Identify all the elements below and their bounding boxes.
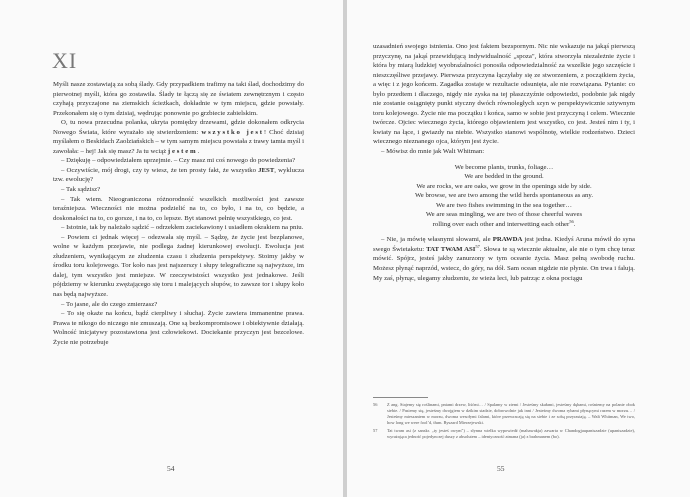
footnote-number: 56 [373,402,378,407]
page-number: 54 [167,464,175,473]
paragraph: – Tak wiem. Nieograniczona różnorodność wszelkich możliwości jest zawsze teraźniejsza. Wieczności nie można podzielić na to, co było, i na to, co będzie, a doskonałości na to, co gorsze, i na to, co lepsze. Byt stanowi pełnię wszystkiego, co jest. [53,195,304,222]
paragraph: O, tu nowa przecudna polanka, ukryta pomiędzy drzewami, gdzie dokonałem odkrycia Nowego Świata, które wyrażało się stwierdzeniem: wszystko jest! Choć dzisiaj myślałem o Beskidach Zaolziańskich – w tym samym miejscu powstała z trawy tamta myśl i zawołała: – hej! Jak się masz? Ja tu wciąż jestem. [53,119,304,155]
chapter-numeral: XI [52,48,78,73]
right-page-body [373,42,635,283]
left-page-body [53,80,304,347]
emphasis: PRAWDA [492,236,523,244]
paragraph: – To się okaże na końcu, bądź cierpliwy i słuchaj. Życie zawiera immanentne prawa. Prawa te nikogo do niczego nie zmuszają. One są bezkompromisowe i obiektywnie działają. Wolność inicjatywy pozostawiona jest człowiekowi. Dociekanie przyczyn jest bezcelowe. Życie nie potrzebuje [53,310,304,346]
poem-line: We browse, we are two among the wild herds spontaneous as any. [414,192,594,200]
footnote-number: 57 [373,428,378,434]
footnote: 56 Z ang. Stajemy się roślinami, pniami drzew, liśćmi… / Spalamy w ziemi / Jesteśmy skałami, jesteśmy dębami, rośniemy na polanie obok siebie. / Pasiemy się, jesteśmy dwojgiem w dzikim stadzie, dobrowolnie jak inni / Jesteśmy dwoma rybami płynącymi razem w morzu… / Jesteśmy mieszaniem w morzu, dwoma wesołymi falami, które przewracają się na siebie i ze sobą przyrastają. – Walt Whitman, We two, how long we were fool’d, tłum. Ryszard Mierzejewski. [373,402,635,426]
paragraph: – To jasne, ale do czego zmierzasz? [61,300,158,308]
paragraph: – Mówisz do mnie jak Walt Whitman: [381,148,485,156]
emphasis: JEST [258,166,275,174]
footnote-ref: 56 [569,218,574,224]
right-page [347,0,690,497]
page-number: 55 [497,464,505,473]
poem-line: rolling over each other and interwetting each other$^{56}$. [432,218,576,228]
footnote-divider [373,397,428,398]
footnote-ref: 57 [475,243,480,249]
paragraph: – Powiem ci jednak więcej – odezwała się myśl. – Sądzę, że życie jest bezplanowe, wolne w każdym przejawie, nie podlega żadnej kierunkowej ewolucji. Ewolucja jest złudzeniem, wynikającym ze złudzenia czasu i złudzenia perspektywy. Stoimy jakby w środku toru kolejowego. Tor koło nas jest najszerszy i słupy telegraficzne są najwyższe, im dalej, tym wszystko jest mniejsze. W rzeczywistości wszystko jest jednakowe. Jeśli pójdziemy w kierunku zwężającego się toru i malejących słupów, to zawsze tor i słupy koło nas będą najwyższe. [53,233,304,299]
paragraph: – Oczywiście, mój drogi, czy ty wiesz, że ten prosty fakt, że wszystko JEST, wyklucza tzw. ewolucję? [53,166,304,184]
paragraph: – Tak sądzisz? [61,186,101,194]
footnote: 57 Tat twam asi (z sanskr. „ty jesteś owym") – słynna wielka wypowiedź (mahawakja) zawarta w Chandogjaupaniszadzie (upaniszadzie), wyrażająca jedność pojedynczej duszy z absolutem – identyczność atmana (ja) z brahmanem (bo). [373,428,635,440]
paragraph: uzasadnień swojego istnienia. Ono jest faktem bezspornym. Nic nie wskazuje na jakąś pierwszą przyczynę, na jakąś przewidującą indywidualność „spoza", która stworzyła niezależnie życie i która by miarą ludzkiej wyobraźalności ponosiła odpowiedzialność za wszelkie jego szczęście i nieszczęśliwe przejawy. Pierwsza przyczyna łączyłaby się ze stworzeniem, z początkiem życia, a więc i z jego końcem. Zagadka zostaje w rezultacie odsunięta, ale nie rozwiązana. Pytanie: co było przedtem i dlaczego, nigdy nie zyska na tej płaszczyźnie odpowiedzi, podobnie jak nigdy nie zostanie osiągnięty punkt styczny dwóch równoległych szyn w perspektywicznie sztywnym toru kolejowego. Życie nie ma początku i końca, samo w sobie jest przyczyną i celem. Wiecznie twórcze. Ojciec wiecznego życia, którego objawieniem jest wszystko, co jest. Jesteś nim i ty, i kwiaty na łące, i gwiazdy na niebie. Wszystko stanowi wspólnotę, wielkie rodzeństwo. Dzieci wiecznego nieznanego ojca, którym jest życie. [373,43,635,146]
poem-line: We become plants, trunks, foliage… [454,163,554,171]
left-page [0,0,343,497]
paragraph: – Dziękuję – odpowiedziałem uprzejmie. – Czy masz mi coś nowego do powiedzenia? [61,157,296,165]
emphasis: wszystko jest [201,128,264,136]
footnotes [373,402,635,443]
poem-line: We are bedded in the ground. [464,173,544,181]
emphasis: jestem [167,147,198,155]
poem-line: We are seas mingling, we are two of those cheerful waves [425,211,583,219]
paragraph: Myśli nasze zostawiają za sobą ślady. Gdy przypadkiem trafimy na taki ślad, dochodzimy do pierwotnej myśli, która go zostawiła. Ślady te łączą się ze światem zewnętrznym i często czyhają przyczajone na ziemskich ścieżkach, dokładnie w tym miejscu, gdzie powstały. Przekonałem się o tym dzisiaj, wędrując ponownie po grzbiecie zabielskim. [53,81,304,117]
poem-line: We are two fishes swimming in the sea together… [436,201,572,209]
poem-line: We are rocks, we are oaks, we grow in the openings side by side. [416,182,592,190]
paragraph: – Nie, ja mówię własnymi słowami, ale PRAWDA jest jedna. Kiedyś Aruna mówił do syna swego Świetaketu: TAT TWAM ASI$^{57}$. Słowa te są wiecznie aktualne, ale nie o tym chcę teraz mówić. Spójrz, jesteś jakby zanurzony w tym oceanie życia. Masz pełną swobodę ruchu. Możesz płynąć naprzód, wstecz, do góry, na dół. Sam ocean nigdzie nie płynie. On trwa i falują. My zaś, płynąc, ulegamy złudzeniu, że wieża leci, lub patrząc z okna pociągu [373,236,635,282]
emphasis: TAT TWAM ASI [426,245,476,253]
paragraph: – Istotnie, tak by należało sądzić – odrzekłem zaciekawiony i usiadłem okrakiem na pniu. [61,224,304,232]
poem-quote [373,163,635,230]
